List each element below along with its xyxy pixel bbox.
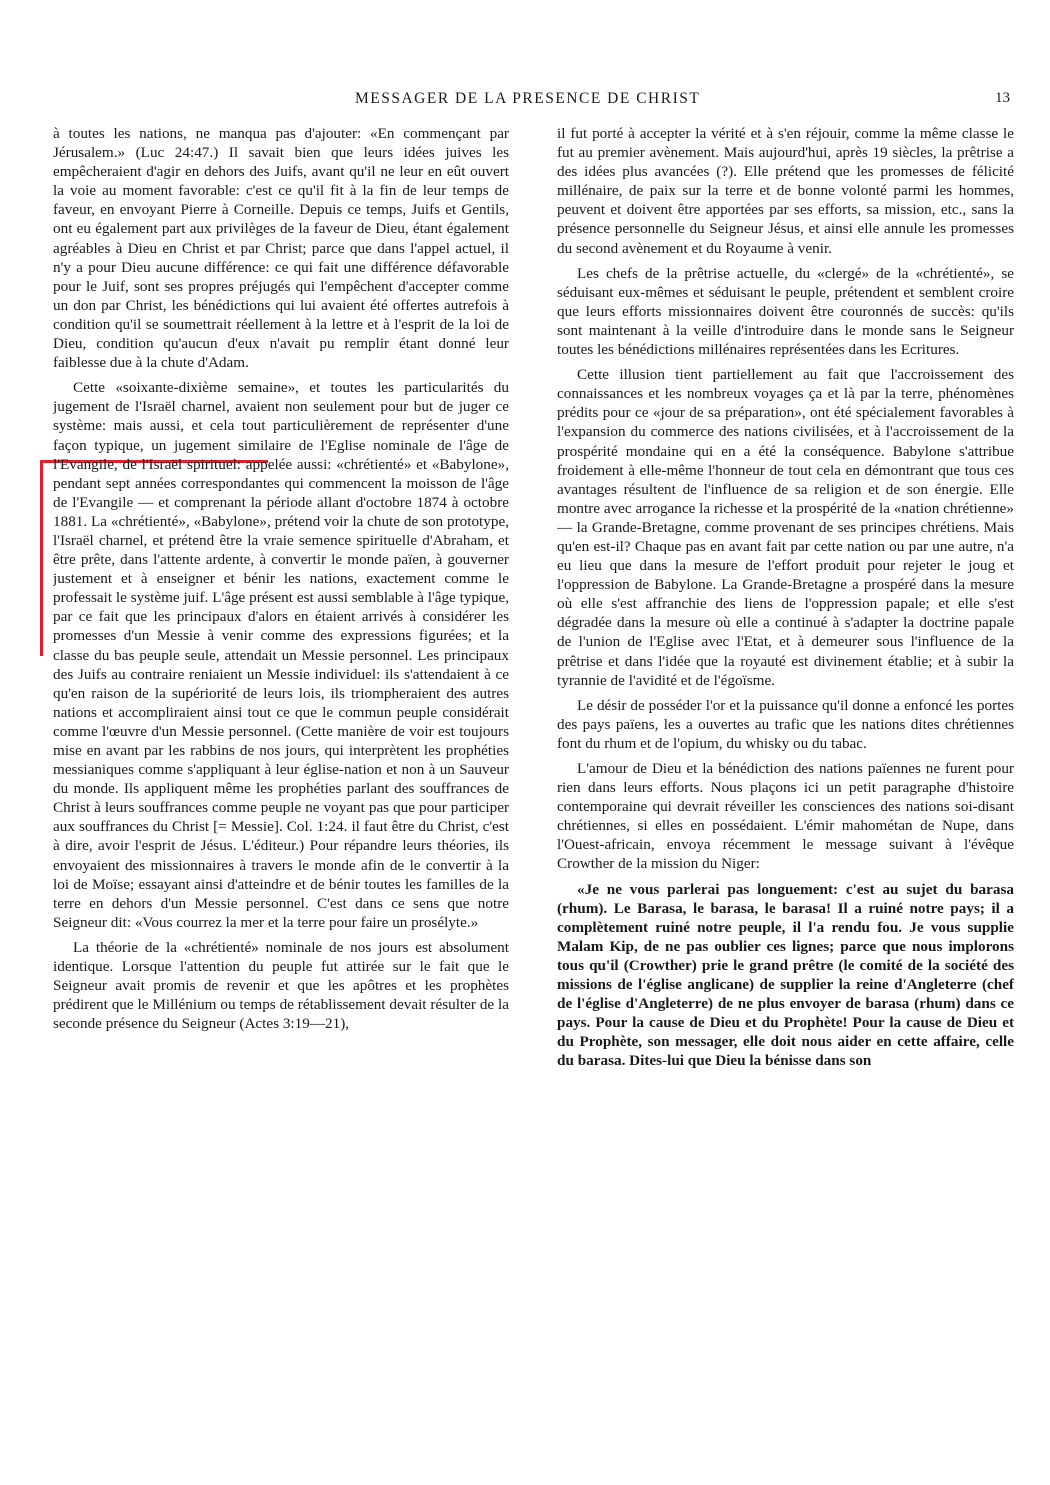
paragraph: Le désir de posséder l'or et la puissance qu'il donne a enfoncé les portes des pays païens, les a ouvertes au trafic que les nations dites chrétiennes font du rhum et de l'opium, du whisky ou du tabac. — [557, 696, 1014, 752]
page-number: 13 — [995, 90, 1010, 106]
quoted-message: «Je ne vous parlerai pas longuement: c'est au sujet du barasa (rhum). Le Barasa, le barasa, le barasa! Il a ruiné notre pays; il a complètement ruiné notre peuple, il l'a rendu fou. Je vous supplie Malam Kip, de ne pas oublier ces lignes; parce que nous implorons tous qu'il (Crowther) prie le grand prêtre (le comité de la société des missions de l'église anglicane) de supplier la reine d'Angleterre (chef de l'église d'Angleterre) de ne plus envoyer de barasa (rhum) dans ce pays. Pour la cause de Dieu et du Prophète! Pour la cause de Dieu et du Prophète, son messager, elle doit nous aider en cette affaire, celle du barasa. Dites-lui que Dieu la bénisse dans son — [557, 880, 1014, 1070]
left-column — [53, 124, 509, 1459]
page-header — [0, 88, 1050, 116]
paragraph: Cette «soixante-dixième semaine», et toutes les particularités du jugement de l'Israël charnel, avaient non seulement pour but de juger ce système: mais aussi, et cela tout particulièrement de représenter d'une façon typique, un jugement similaire de l'Eglise nominale de l'âge de l'Evangile, de l'Israël spirituel: appelée aussi: «chrétienté» et «Babylone», pendant sept années correspondantes qui commencent la moisson de l'âge de l'Evangile — et comprenant la période allant d'octobre 1874 à octobre 1881. La «chrétienté», «Babylone», prétend voir la chute de son prototype, l'Israël charnel, et prétend être la vraie semence spirituelle d'Abraham, et être prête, dans l'attente ardente, à convertir le monde païen, à gouverner justement et à enseigner et bénir les nations, exactement comme le professait le système juif. L'âge présent est aussi semblable à l'âge typique, par ce fait que les principaux d'alors en étaient arrivés à considérer les promesses d'un Messie à venir comme des expressions figurées; et la classe du bas peuple seule, attendait un Messie personnel. Les principaux des Juifs au contraire reniaient un Messie individuel: ils s'attendaient à ce qu'en raison de la supériorité de leurs lois, ils triompheraient des autres nations et accompliraient ainsi tout ce que le commun peuple considérait comme l'œuvre d'un Messie personnel. (Cette manière de voir est toujours mise en avant par les rabbins de nos jours, qui interprètent les prophéties messianiques comme s'appliquant à leur église-nation et non à un Sauveur du monde. Ils appliquent même les prophéties parlant des souffrances de Christ à leurs souffrances comme peuple ne voyant pas que pour participer aux souffrances du Christ [= Messie]. Col. 1:24. il faut être du Christ, c'est à dire, avoir l'esprit de Jésus. L'éditeur.) Pour répandre leurs théories, ils envoyaient des missionnaires à travers le monde afin de le convertir à la loi de Moïse; essayant ainsi d'atteindre et de bénir toutes les familles de la terre en dehors d'un Messie personnel. C'est dans ce sens que notre Seigneur dit: «Vous courrez la mer et la terre pour faire un prosélyte.» — [53, 379, 509, 931]
paragraph: Les chefs de la prêtrise actuelle, du «clergé» de la «chrétienté», se séduisant eux-mêmes et séduisant le peuple, prétendent et semblent croire que leurs efforts missionnaires doivent être couronnés de succès: qu'ils sont maintenant à la veille d'introduire dans le monde sans le Seigneur toutes les bénédictions millénaires représentées dans les Ecritures. — [557, 264, 1014, 359]
right-column — [557, 124, 1014, 1459]
paragraph: La théorie de la «chrétienté» nominale de nos jours est absolument identique. Lorsque l'attention du peuple fut attirée sur le fait que le Seigneur avait promis de revenir et que les apôtres et les prophètes prédirent que le Millénium ou temps de rétablissement devait résulter de la seconde présence du Seigneur (Actes 3:19—21), — [53, 938, 509, 1033]
red-marker-side — [40, 460, 43, 656]
paragraph: L'amour de Dieu et la bénédiction des nations païennes ne furent pour rien dans leurs efforts. Nous plaçons ici un petit paragraphe d'histoire contemporaine qui devrait réveiller les consciences des nations soi-disant chrétiennes, si elles en possédaient. L'émir mahométan de Nupe, dans l'Ouest-africain, envoya récemment le message suivant à l'évêque Crowther de la mission du Niger: — [557, 760, 1014, 873]
paragraph: il fut porté à accepter la vérité et à s'en réjouir, comme la même classe le fut au premier avènement. Mais aujourd'hui, après 19 siècles, la prêtrise a des idées plus avancées (?). Elle prétend que les promesses de félicité millénaire, de paix sur la terre et de bonne volonté parmi les hommes, peuvent et doivent être apportées par ses efforts, sa mission, etc., sans la présence personnelle du Seigneur Jésus, et ainsi elle annule les promesses du second avènement et du Royaume à venir. — [557, 125, 1014, 257]
paragraph: à toutes les nations, ne manqua pas d'ajouter: «En commençant par Jérusalem.» (Luc 24:47.) Il savait bien que leurs idées juives les empêcheraient d'agir en dehors des Juifs, avant qu'il ne leur en eût ouvert la voie au moment favorable: c'est ce qu'il fit à la fin de leur temps de faveur, en envoyant Pierre à Corneille. Depuis ce temps, Juifs et Gentils, ont eu également part aux privilèges de la faveur de Dieu, étant également agréables à Dieu en Christ et par Christ; parce que dans l'appel actuel, il n'y a pour Dieu aucune différence: ce qui fait une différence défavorable pour le Juif, sont ses propres préjugés qui l'empêchent d'accepter comme un don par Christ, les bénédictions qui lui avaient été offertes autrefois à condition qu'il se soumettrait réellement à la lettre et à l'esprit de la loi de Dieu, condition qu'aucun d'eux n'avait pu remplir étant donné leur faiblesse due à la chute d'Adam. — [53, 125, 509, 372]
running-head: MESSAGER DE LA PRESENCE DE CHRIST — [355, 90, 701, 107]
paragraph: Cette illusion tient partiellement au fait que l'accroissement des connaissances et les nombreux voyages ça et là par la terre, phénomènes prédits pour ce «jour de sa préparation», ont été spécialement favorables à l'expansion du commerce des nations civilisées, et à l'accroissement de la prospérité mondaine qui en a été la conséquence. Babylone s'attribue froidement à elle-même l'honneur de tout cela en démontrant que tous ces avantages résultent de l'influence de sa religion et de son énergie. Elle montre avec arrogance la richesse et la prospérité de la «nation chrétienne» — la Grande-Bretagne, comme provenant de ses principes chrétiens. Mais qu'en est-il? Chaque pas en avant fait par cette nation ou par une autre, n'a eu lieu que dans la mesure de l'effort produit pour rejeter le joug et l'oppression de Babylone. La Grande-Bretagne a prospéré dans la mesure où elle s'est affranchie des liens de l'oppression papale; et elle s'est dégradée dans la mesure où elle a continué à s'adapter la doctrine papale de l'union de l'Eglise avec l'Etat, et à demeurer sous l'influence de la prêtrise et dans l'idée que la royauté est divinement établie; et à subir la tyrannie de l'avidité et de l'égoïsme. — [557, 366, 1014, 689]
